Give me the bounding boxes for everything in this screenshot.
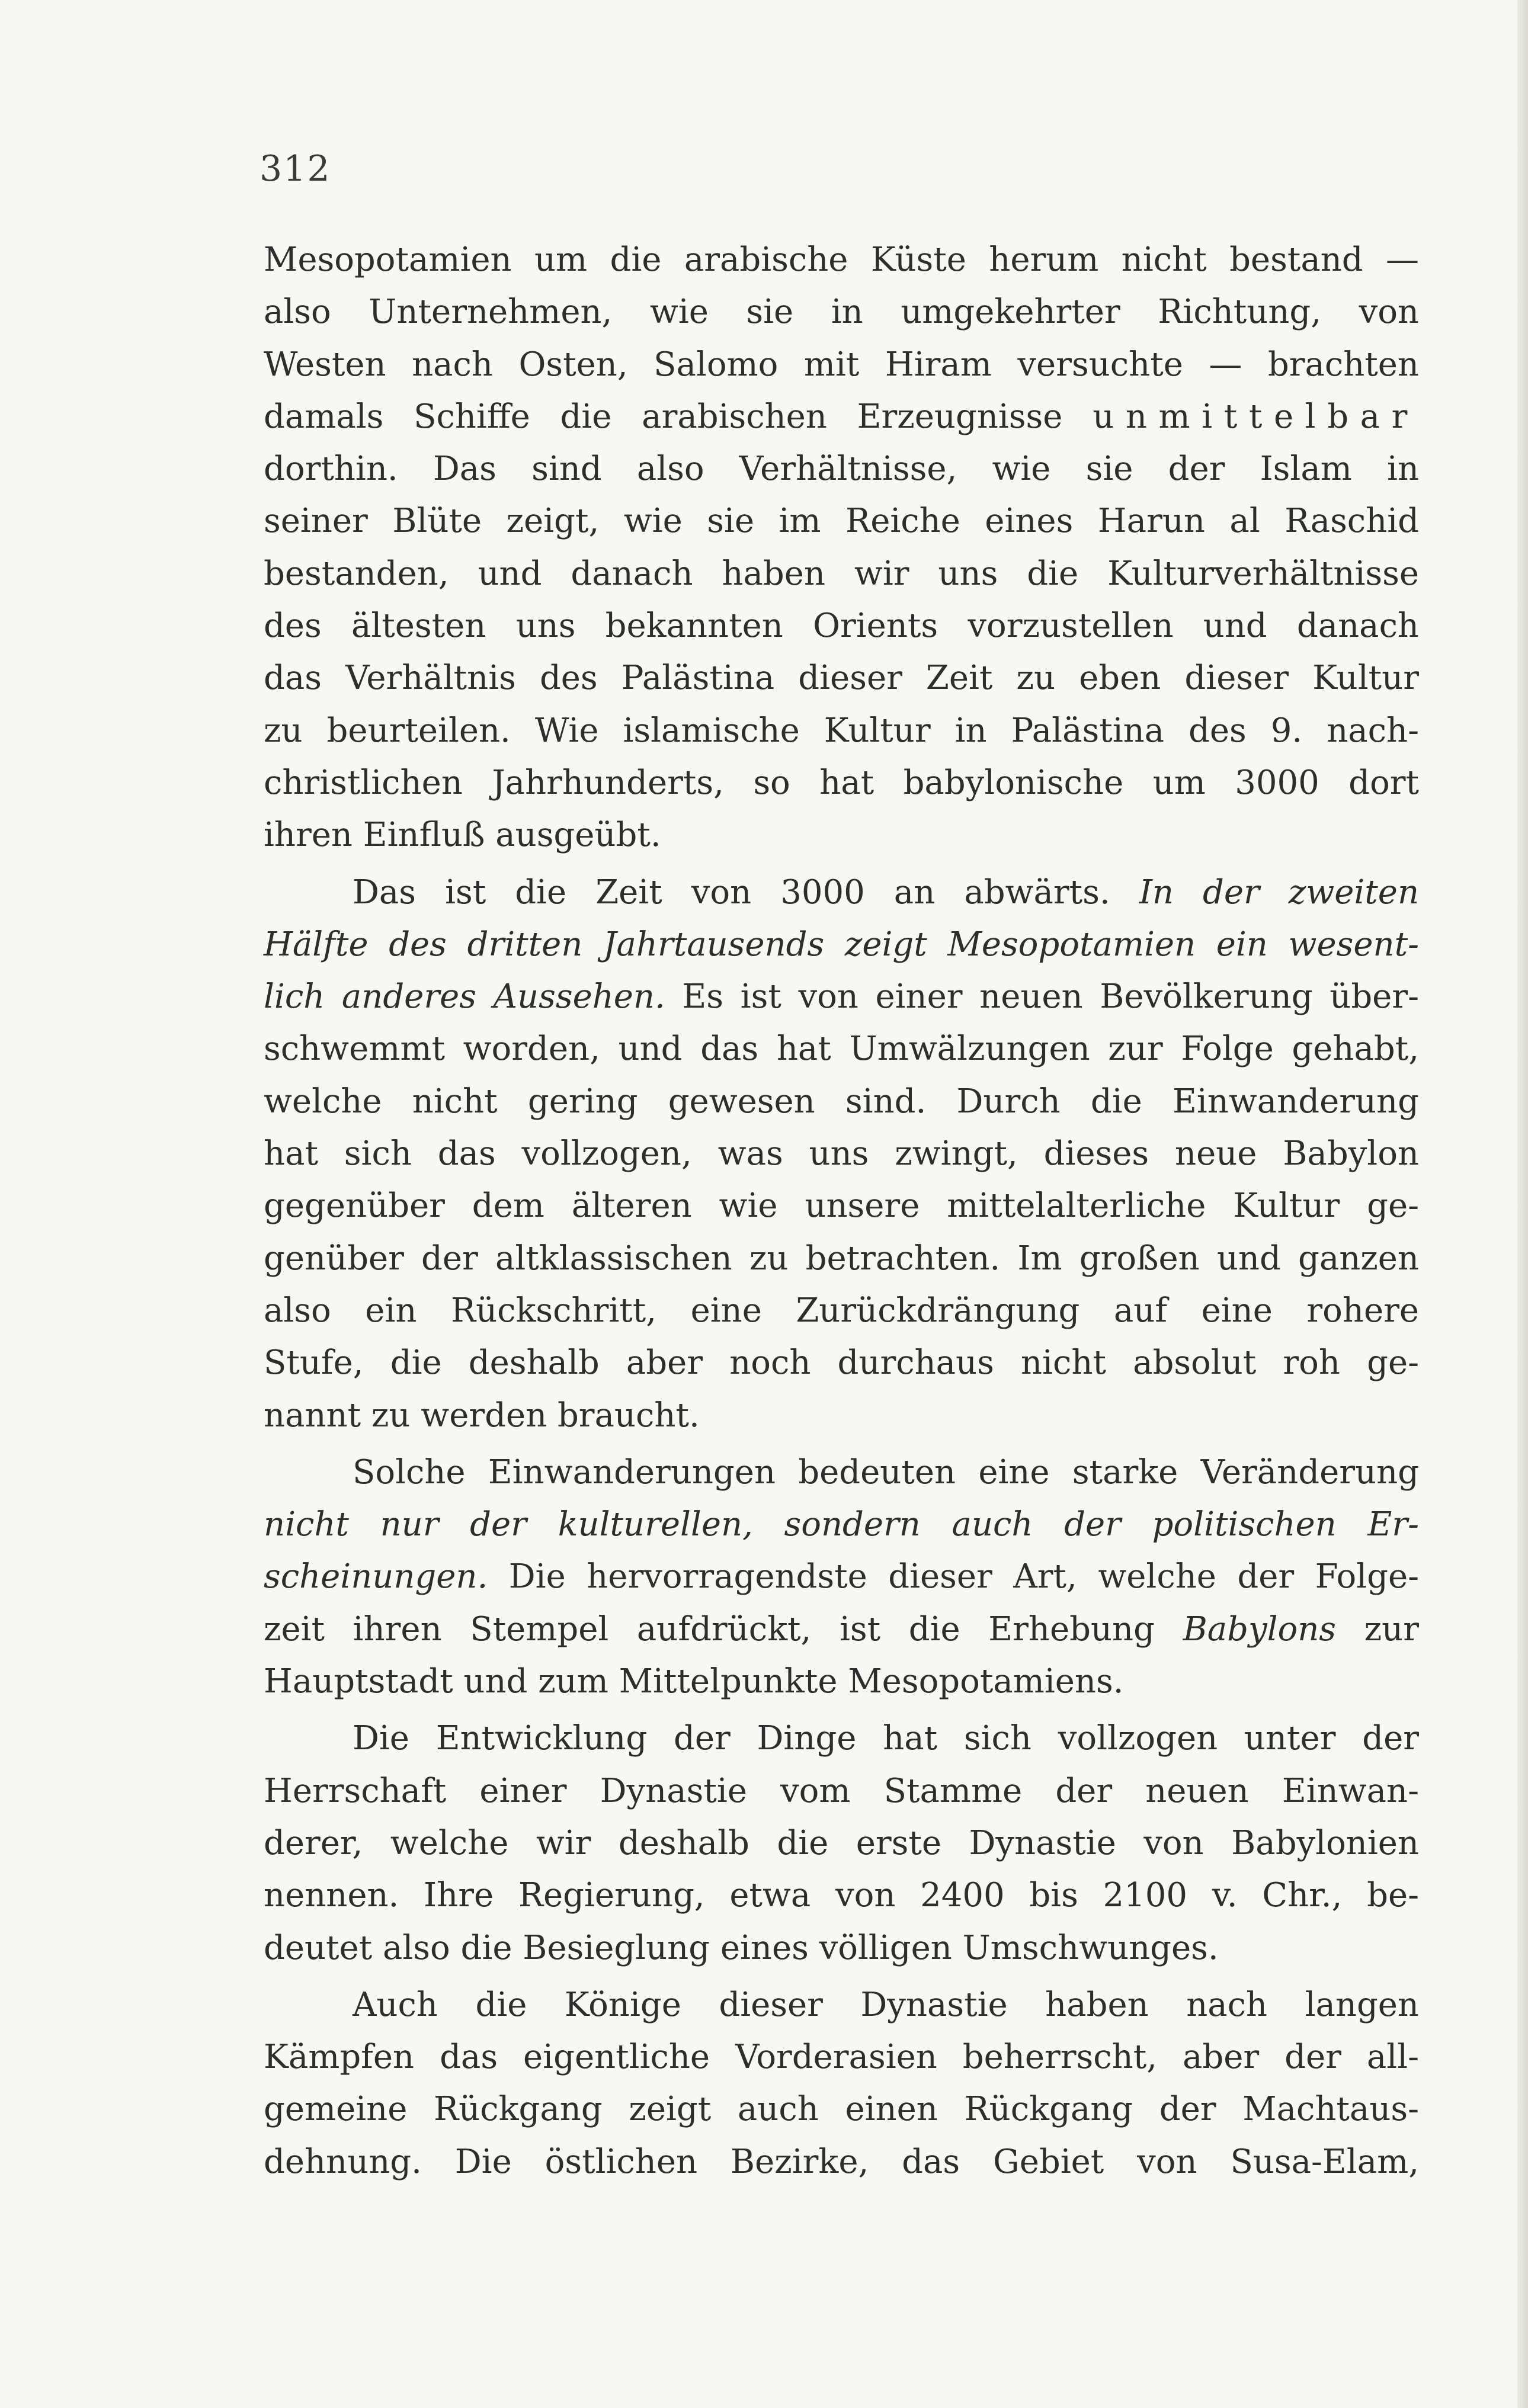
text-line: also Unternehmen, wie sie in umgekehrter Richtung, von xyxy=(264,293,1419,332)
paragraph xyxy=(264,234,1419,862)
text-line: Auch die Könige dieser Dynastie haben nach langen xyxy=(353,1985,1419,2024)
text-line: Das ist die Zeit von 3000 an abwärts. In der zweiten xyxy=(353,873,1420,912)
text-line: scheinungen. Die hervorragendste dieser Art, welche der Folge- xyxy=(264,1557,1419,1596)
text-line: Westen nach Osten, Salomo mit Hiram versuchte — brachten xyxy=(264,345,1419,384)
paragraph xyxy=(264,1447,1419,1708)
text-line: Solche Einwanderungen bedeuten eine starke Veränderung xyxy=(353,1453,1419,1492)
italic-phrase: nicht nur der kulturellen, sondern auch der politischen Er- xyxy=(264,1505,1419,1544)
text-line: dorthin. Das sind also Verhältnisse, wie sie der Islam in xyxy=(264,450,1419,489)
page-number: 312 xyxy=(260,148,331,190)
text-line: damals Schiffe die arabischen Erzeugnisse unmittelbar xyxy=(264,397,1419,436)
italic-phrase: Hälfte des dritten Jahrtausends zeigt Mesopotamien ein wesent- xyxy=(264,925,1419,964)
page-edge-shadow xyxy=(1517,0,1528,2408)
text-line: nennen. Ihre Regierung, etwa von 2400 bis 2100 v. Chr., be- xyxy=(264,1876,1419,1915)
text-line: welche nicht gering gewesen sind. Durch die Einwanderung xyxy=(264,1082,1419,1121)
text-line: Hauptstadt und zum Mittelpunkte Mesopotamiens. xyxy=(264,1662,1124,1701)
paragraph xyxy=(264,867,1419,1442)
text-line: des ältesten uns bekannten Orients vorzustellen und danach xyxy=(264,607,1419,646)
text-line: das Verhältnis des Palästina dieser Zeit zu eben dieser Kultur xyxy=(264,659,1419,698)
spaced-emphasis: unmittelbar xyxy=(1093,397,1419,436)
italic-phrase: In der zweiten xyxy=(1139,873,1420,912)
text-line: zu beurteilen. Wie islamische Kultur in Palästina des 9. nach- xyxy=(264,711,1419,750)
text-line: dehnung. Die östlichen Bezirke, das Gebiet von Susa-Elam, xyxy=(264,2142,1419,2181)
text-line xyxy=(264,919,1419,971)
text-line: zeit ihren Stempel aufdrückt, ist die Erhebung Babylons zur xyxy=(264,1609,1420,1649)
text-line: Die Entwicklung der Dinge hat sich vollzogen unter der xyxy=(353,1719,1419,1758)
text-line: derer, welche wir deshalb die erste Dynastie von Babylonien xyxy=(264,1823,1419,1862)
text-line: Kämpfen das eigentliche Vorderasien beherrscht, aber der all- xyxy=(264,2038,1419,2077)
text-line: schwemmt worden, und das hat Umwälzungen zur Folge gehabt, xyxy=(264,1030,1419,1069)
text-line: Stufe, die deshalb aber noch durchaus nicht absolut roh ge- xyxy=(264,1344,1419,1383)
text-line xyxy=(264,1499,1419,1551)
text-line: nannt zu werden braucht. xyxy=(264,1396,700,1435)
text-line: christlichen Jahrhunderts, so hat babylonische um 3000 dort xyxy=(264,763,1419,802)
italic-phrase: scheinungen. xyxy=(264,1557,488,1596)
text-line: hat sich das vollzogen, was uns zwingt, dieses neue Babylon xyxy=(264,1134,1419,1173)
text-line: seiner Blüte zeigt, wie sie im Reiche eines Harun al Raschid xyxy=(264,502,1419,541)
text-line: Herrschaft einer Dynastie vom Stamme der neuen Einwan- xyxy=(264,1771,1419,1810)
italic-phrase: lich anderes Aussehen. xyxy=(264,977,665,1017)
text-line: genüber der altklassischen zu betrachten. Im großen und ganzen xyxy=(264,1239,1419,1278)
text-line: bestanden, und danach haben wir uns die Kulturverhältnisse xyxy=(264,554,1419,593)
paragraph xyxy=(264,1979,1419,2188)
text-line: gegenüber dem älteren wie unsere mittelalterliche Kultur ge- xyxy=(264,1187,1419,1226)
text-line: also ein Rückschritt, eine Zurückdrängung auf eine rohere xyxy=(264,1291,1419,1330)
body-text xyxy=(264,234,1419,2188)
text-line: ihren Einfluß ausgeübt. xyxy=(264,816,661,855)
text-line: lich anderes Aussehen. Es ist von einer neuen Bevölkerung über- xyxy=(264,977,1419,1017)
text-line: gemeine Rückgang zeigt auch einen Rückgang der Machtaus- xyxy=(264,2090,1419,2129)
italic-phrase: Babylons xyxy=(1183,1609,1337,1649)
text-line: deutet also die Besieglung eines völligen Umschwunges. xyxy=(264,1928,1219,1967)
paragraph xyxy=(264,1713,1419,1974)
text-line: Mesopotamien um die arabische Küste herum nicht bestand — xyxy=(264,241,1419,279)
